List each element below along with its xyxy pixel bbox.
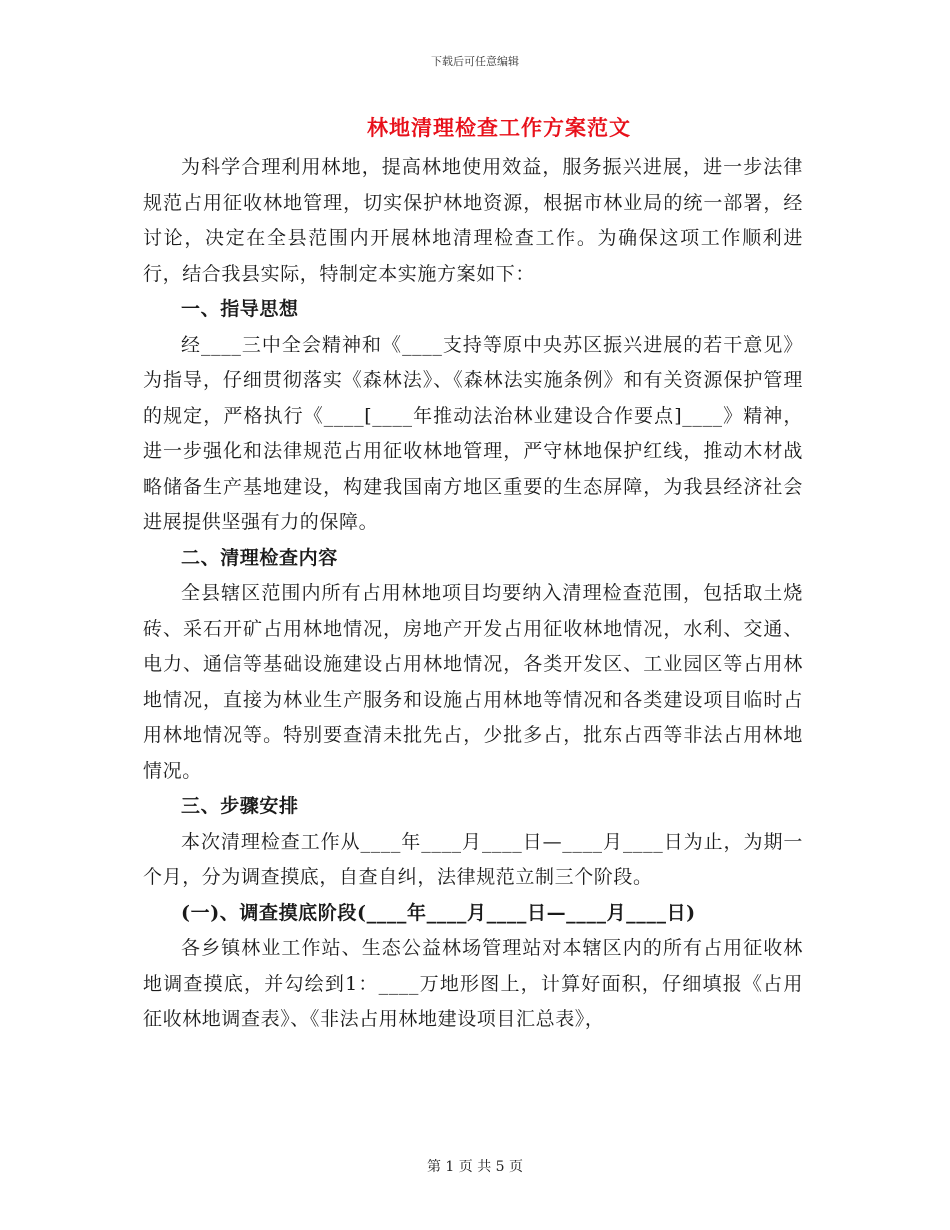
- page-number: 第 1 页 共 5 页: [426, 1159, 524, 1175]
- section-heading-steps: 三、步骤安排: [181, 795, 299, 817]
- intro-paragraph: 为科学合理利用林地，提高林地使用效益，服务振兴进展，进一步法律规范占用征收林地管理，切实保护林地资源，根据市林业局的统一部署，经讨论，决定在全县范围内开展林地清理检查工作。为确保这项工作顺利进行，结合我县实际，特制定本实施方案如下：: [143, 156, 803, 285]
- section-heading-inspection-content: 二、清理检查内容: [181, 546, 338, 569]
- document-title: 林地清理检查工作方案范文: [367, 115, 631, 140]
- guiding-ideology-paragraph: 经____三中全会精神和《____支持等原中央苏区振兴进展的若干意见》为指导，仔细贯彻落实《森林法》、《森林法实施条例》和有关资源保护管理的规定，严格执行《____[____年推动法治林业建设合作要点]____》精神，进一步强化和法律规范占用征收林地管理，严守林地保护红线，推动木材战略储备生产基地建设，构建我国南方地区重要的生态屏障，为我县经济社会进展提供坚强有力的保障。: [143, 333, 803, 533]
- document-body: [143, 150, 803, 1038]
- section-heading-guiding-ideology: 一、指导思想: [181, 298, 299, 320]
- survey-stage-paragraph: 各乡镇林业工作站、生态公益林场管理站对本辖区内的所有占用征收林地调查摸底，并勾绘到1：____万地形图上，计算好面积，仔细填报《占用征收林地调查表》、《非法占用林地建设项目汇总表》，: [143, 937, 803, 1030]
- header-note: 下载后可任意编辑: [431, 55, 519, 68]
- stage-heading-survey: (一)、调查摸底阶段(____年____月____日—____月____日): [181, 901, 696, 924]
- inspection-content-paragraph: 全县辖区范围内所有占用林地项目均要纳入清理检查范围，包括取土烧砖、采石开矿占用林地情况，房地产开发占用征收林地情况，水利、交通、电力、通信等基础设施建设占用林地情况，各类开发区、工业园区等占用林地情况，直接为林业生产服务和设施占用林地等情况和各类建设项目临时占用林地情况等。特别要查清未批先占，少批多占，批东占西等非法占用林地情况。: [143, 582, 803, 782]
- steps-paragraph: 本次清理检查工作从____年____月____日—____月____日为止，为期一个月，分为调查摸底，自查自纠，法律规范立制三个阶段。: [143, 830, 803, 888]
